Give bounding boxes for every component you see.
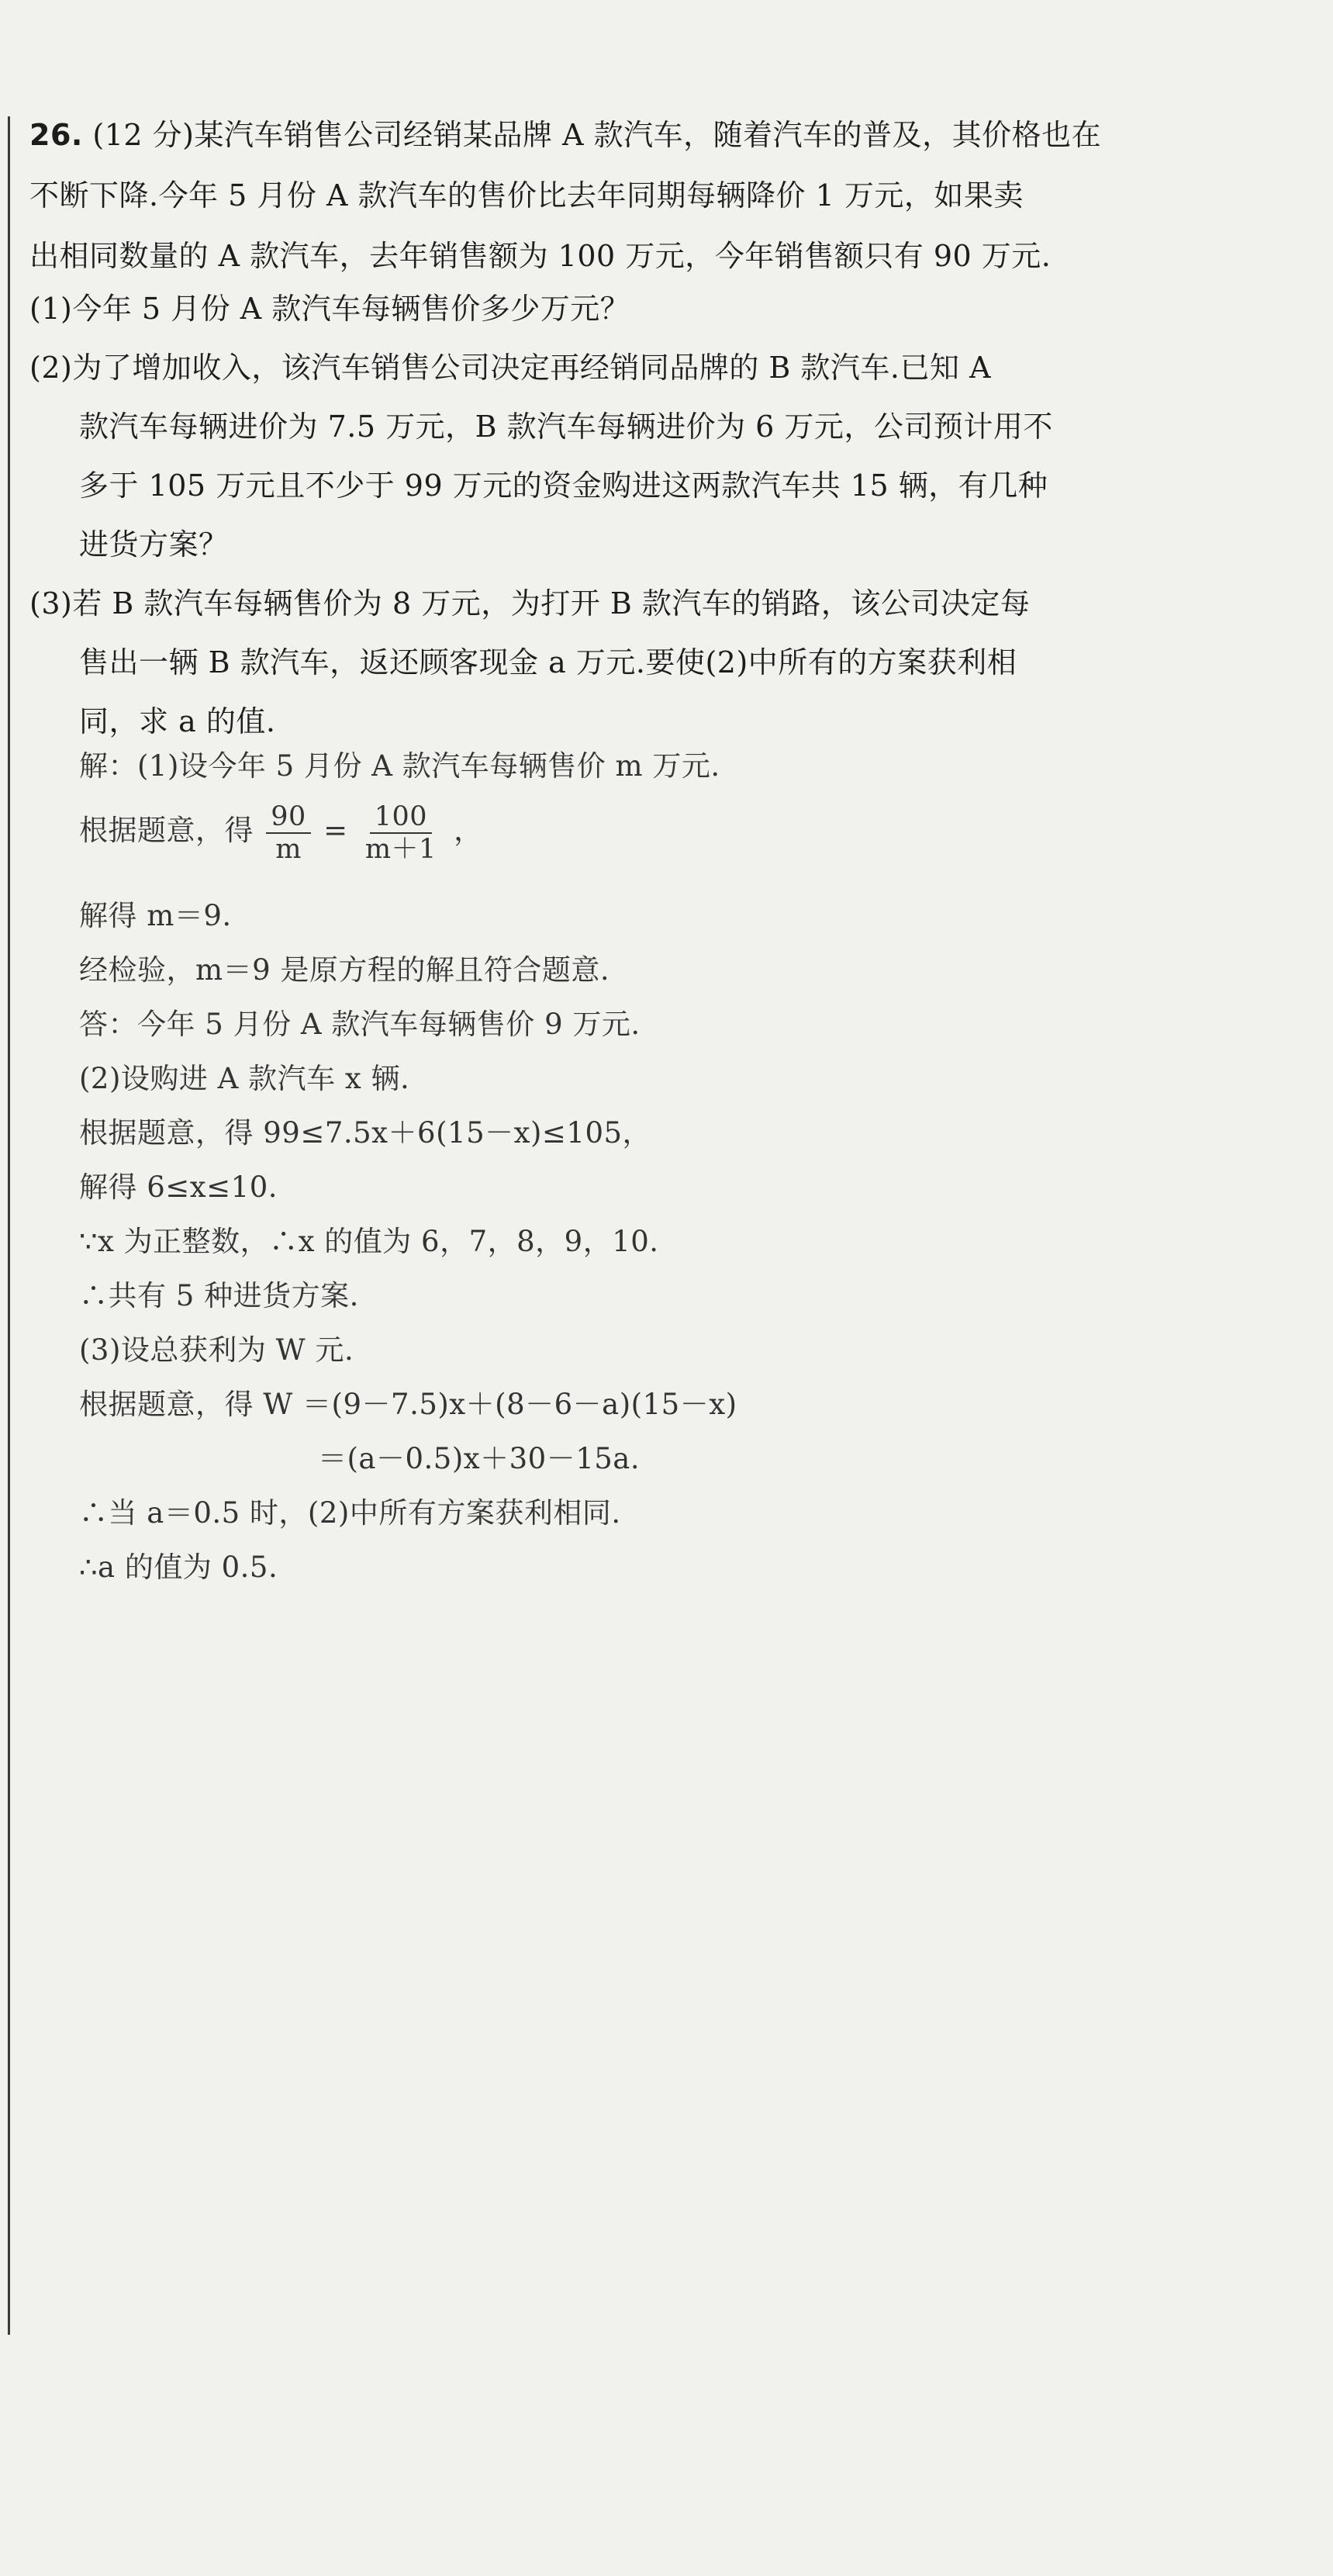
question-1: (1)今年 5 月份 A 款汽车每辆售价多少万元？	[29, 292, 630, 326]
question-3-line-2: 售出一辆 B 款汽车，返还顾客现金 a 万元.要使(2)中所有的方案获利相	[79, 645, 1017, 679]
fraction-denominator: m＋1	[364, 833, 437, 865]
question-2-line-2: 款汽车每辆进价为 7.5 万元，B 款汽车每辆进价为 6 万元，公司预计用不	[79, 410, 1053, 444]
solution-line-14: ∴当 a＝0.5 时，(2)中所有方案获利相同.	[79, 1496, 621, 1530]
solution-line-1: 解：(1)设今年 5 月份 A 款汽车每辆售价 m 万元.	[79, 749, 720, 783]
solution-line-15: ∴a 的值为 0.5.	[79, 1551, 278, 1584]
question-2-line-1: (2)为了增加收入，该汽车销售公司决定再经销同品牌的 B 款汽车.已知 A	[29, 351, 992, 385]
solution-2-prefix: 根据题意，得	[79, 814, 254, 847]
fraction-numerator: 90	[266, 801, 311, 834]
solution-line-4: 经检验，m＝9 是原方程的解且符合题意.	[79, 953, 610, 987]
fraction-100-over-m-plus-1	[361, 801, 441, 865]
solution-line-9: ∵x 为正整数，∴x 的值为 6，7，8，9，10.	[79, 1225, 659, 1258]
solution-line-10: ∴共有 5 种进货方案.	[79, 1279, 359, 1312]
question-2-line-3: 多于 105 万元且不少于 99 万元的资金购进这两款汽车共 15 辆，有几种	[79, 469, 1048, 503]
margin-line	[8, 116, 10, 2335]
problem-line-3: 出相同数量的 A 款汽车，去年销售额为 100 万元，今年销售额只有 90 万元.	[29, 239, 1052, 273]
question-2-line-4: 进货方案？	[79, 527, 229, 562]
problem-line-1	[29, 115, 1101, 155]
problem-line-2: 不断下降.今年 5 月份 A 款汽车的售价比去年同期每辆降价 1 万元，如果卖	[29, 178, 1024, 213]
fraction-90-over-m	[266, 801, 311, 865]
solution-2-end: ，	[454, 814, 483, 847]
solution-line-8: 解得 6≤x≤10.	[79, 1170, 278, 1204]
question-3-line-1: (3)若 B 款汽车每辆售价为 8 万元，为打开 B 款汽车的销路，该公司决定每	[29, 586, 1031, 621]
solution-line-7: 根据题意，得 99≤7.5x＋6(15－x)≤105，	[79, 1116, 652, 1150]
problem-text-1: (12 分)某汽车销售公司经销某品牌 A 款汽车，随着汽车的普及，其价格也在	[92, 118, 1102, 152]
solution-line-5: 答：今年 5 月份 A 款汽车每辆售价 9 万元.	[79, 1008, 641, 1041]
solution-line-11: (3)设总获利为 W 元.	[79, 1333, 354, 1367]
fraction-denominator: m	[275, 833, 302, 865]
solution-line-2	[79, 793, 483, 869]
solution-line-6: (2)设购进 A 款汽车 x 辆.	[79, 1062, 410, 1095]
solution-line-3: 解得 m＝9.	[79, 899, 232, 932]
question-3-line-3: 同，求 a 的值.	[79, 704, 276, 738]
problem-number: 26.	[29, 118, 83, 152]
fraction-numerator: 100	[370, 801, 432, 834]
solution-line-13: ＝(a－0.5)x＋30－15a.	[318, 1442, 641, 1475]
solution-line-12: 根据题意，得 W ＝(9－7.5)x＋(8－6－a)(15－x)	[79, 1388, 737, 1421]
equals-sign: =	[323, 814, 348, 847]
